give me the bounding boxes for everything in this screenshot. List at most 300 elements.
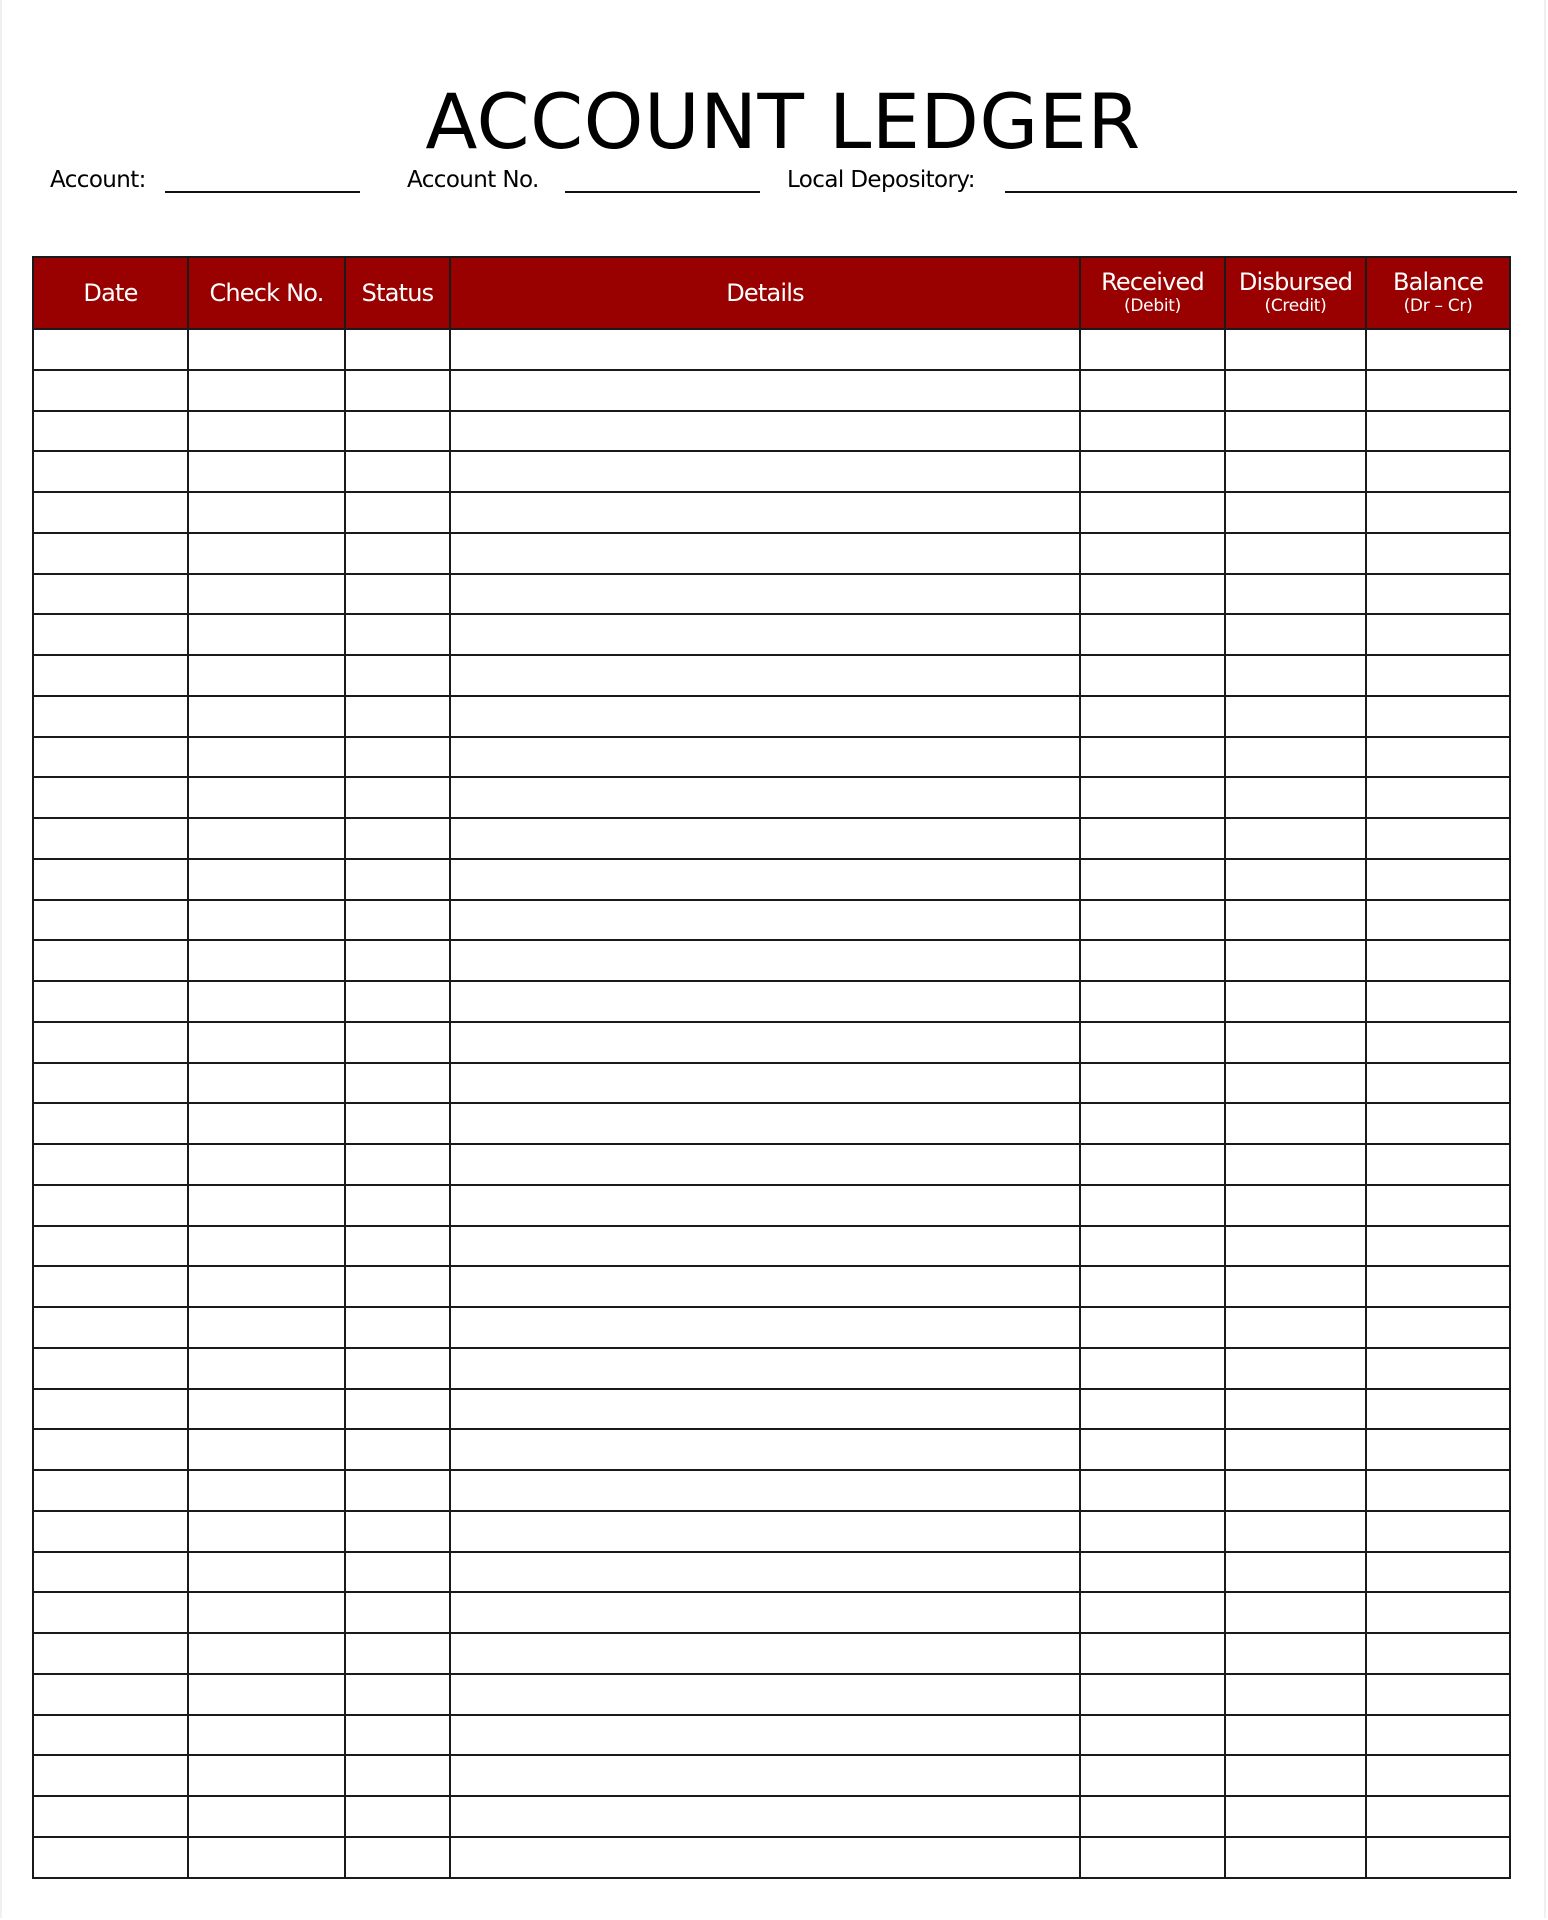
details-cell[interactable] — [450, 411, 1080, 452]
check-no-cell[interactable] — [188, 1348, 345, 1389]
balance-cell[interactable] — [1366, 1307, 1510, 1348]
date-cell[interactable] — [33, 1266, 188, 1307]
details-cell[interactable] — [450, 1592, 1080, 1633]
disbursed-cell[interactable] — [1225, 492, 1366, 533]
disbursed-cell[interactable] — [1225, 1348, 1366, 1389]
date-cell[interactable] — [33, 1552, 188, 1593]
received-cell[interactable] — [1080, 1022, 1225, 1063]
date-cell[interactable] — [33, 1307, 188, 1348]
received-cell[interactable] — [1080, 696, 1225, 737]
date-cell[interactable] — [33, 1470, 188, 1511]
disbursed-cell[interactable] — [1225, 1185, 1366, 1226]
status-cell[interactable] — [345, 1389, 450, 1430]
date-cell[interactable] — [33, 1796, 188, 1837]
details-cell[interactable] — [450, 1348, 1080, 1389]
check-no-cell[interactable] — [188, 1185, 345, 1226]
status-cell[interactable] — [345, 696, 450, 737]
table-row — [33, 696, 1510, 737]
balance-cell[interactable] — [1366, 1511, 1510, 1552]
disbursed-cell[interactable] — [1225, 1429, 1366, 1470]
details-cell[interactable] — [450, 696, 1080, 737]
check-no-cell[interactable] — [188, 370, 345, 411]
balance-cell[interactable] — [1366, 1552, 1510, 1593]
balance-cell[interactable] — [1366, 574, 1510, 615]
received-cell[interactable] — [1080, 1185, 1225, 1226]
disbursed-cell[interactable] — [1225, 655, 1366, 696]
details-cell[interactable] — [450, 900, 1080, 941]
date-cell[interactable] — [33, 1185, 188, 1226]
status-cell[interactable] — [345, 329, 450, 370]
received-cell[interactable] — [1080, 859, 1225, 900]
received-cell[interactable] — [1080, 451, 1225, 492]
details-cell[interactable] — [450, 859, 1080, 900]
check-no-cell[interactable] — [188, 533, 345, 574]
table-row — [33, 1389, 1510, 1430]
received-cell[interactable] — [1080, 737, 1225, 778]
table-row — [33, 1837, 1510, 1878]
date-cell[interactable] — [33, 981, 188, 1022]
disbursed-cell[interactable] — [1225, 696, 1366, 737]
details-cell[interactable] — [450, 777, 1080, 818]
disbursed-cell[interactable] — [1225, 1144, 1366, 1185]
disbursed-cell[interactable] — [1225, 1755, 1366, 1796]
check-no-cell[interactable] — [188, 1266, 345, 1307]
check-no-cell[interactable] — [188, 1226, 345, 1267]
check-no-cell[interactable] — [188, 1592, 345, 1633]
table-row — [33, 900, 1510, 941]
received-cell[interactable] — [1080, 1266, 1225, 1307]
date-cell[interactable] — [33, 940, 188, 981]
disbursed-cell[interactable] — [1225, 900, 1366, 941]
disbursed-cell[interactable] — [1225, 1063, 1366, 1104]
received-cell[interactable] — [1080, 1633, 1225, 1674]
balance-cell[interactable] — [1366, 1796, 1510, 1837]
details-cell[interactable] — [450, 981, 1080, 1022]
date-cell[interactable] — [33, 859, 188, 900]
balance-cell[interactable] — [1366, 940, 1510, 981]
details-cell[interactable] — [450, 1144, 1080, 1185]
disbursed-cell[interactable] — [1225, 370, 1366, 411]
check-no-cell[interactable] — [188, 1470, 345, 1511]
status-cell[interactable] — [345, 370, 450, 411]
balance-cell[interactable] — [1366, 900, 1510, 941]
table-row — [33, 492, 1510, 533]
disbursed-cell[interactable] — [1225, 859, 1366, 900]
check-no-cell[interactable] — [188, 1307, 345, 1348]
disbursed-cell[interactable] — [1225, 614, 1366, 655]
balance-cell[interactable] — [1366, 1022, 1510, 1063]
disbursed-cell[interactable] — [1225, 1389, 1366, 1430]
balance-cell[interactable] — [1366, 1470, 1510, 1511]
check-no-cell[interactable] — [188, 1796, 345, 1837]
balance-cell[interactable] — [1366, 1185, 1510, 1226]
received-cell[interactable] — [1080, 900, 1225, 941]
status-cell[interactable] — [345, 1266, 450, 1307]
status-cell[interactable] — [345, 1796, 450, 1837]
details-cell[interactable] — [450, 1185, 1080, 1226]
date-cell[interactable] — [33, 1511, 188, 1552]
check-no-cell[interactable] — [188, 696, 345, 737]
balance-cell[interactable] — [1366, 1226, 1510, 1267]
details-cell[interactable] — [450, 1266, 1080, 1307]
date-cell[interactable] — [33, 451, 188, 492]
status-cell[interactable] — [345, 818, 450, 859]
received-cell[interactable] — [1080, 1470, 1225, 1511]
check-no-cell[interactable] — [188, 1144, 345, 1185]
status-cell[interactable] — [345, 1674, 450, 1715]
received-cell[interactable] — [1080, 940, 1225, 981]
details-cell[interactable] — [450, 737, 1080, 778]
balance-cell[interactable] — [1366, 1266, 1510, 1307]
status-cell[interactable] — [345, 940, 450, 981]
check-no-cell[interactable] — [188, 1389, 345, 1430]
details-cell[interactable] — [450, 1103, 1080, 1144]
date-cell[interactable] — [33, 1674, 188, 1715]
table-row — [33, 411, 1510, 452]
received-cell[interactable] — [1080, 655, 1225, 696]
received-cell[interactable] — [1080, 981, 1225, 1022]
date-cell[interactable] — [33, 329, 188, 370]
received-cell[interactable] — [1080, 574, 1225, 615]
details-cell[interactable] — [450, 940, 1080, 981]
disbursed-cell[interactable] — [1225, 1592, 1366, 1633]
status-cell[interactable] — [345, 1429, 450, 1470]
details-cell[interactable] — [450, 1837, 1080, 1878]
details-cell[interactable] — [450, 655, 1080, 696]
date-cell[interactable] — [33, 1022, 188, 1063]
disbursed-cell[interactable] — [1225, 1266, 1366, 1307]
table-row — [33, 655, 1510, 696]
check-no-cell[interactable] — [188, 1552, 345, 1593]
disbursed-cell[interactable] — [1225, 451, 1366, 492]
local-depository-field[interactable] — [1005, 191, 1517, 193]
received-cell[interactable] — [1080, 329, 1225, 370]
received-cell[interactable] — [1080, 411, 1225, 452]
status-cell[interactable] — [345, 533, 450, 574]
check-no-cell[interactable] — [188, 329, 345, 370]
date-cell[interactable] — [33, 1063, 188, 1104]
check-no-cell[interactable] — [188, 1633, 345, 1674]
date-cell[interactable] — [33, 1226, 188, 1267]
disbursed-cell[interactable] — [1225, 411, 1366, 452]
date-cell[interactable] — [33, 492, 188, 533]
table-row — [33, 1266, 1510, 1307]
balance-cell[interactable] — [1366, 859, 1510, 900]
received-cell[interactable] — [1080, 492, 1225, 533]
balance-cell[interactable] — [1366, 655, 1510, 696]
disbursed-cell[interactable] — [1225, 737, 1366, 778]
status-cell[interactable] — [345, 1063, 450, 1104]
balance-cell[interactable] — [1366, 329, 1510, 370]
status-cell[interactable] — [345, 1755, 450, 1796]
details-cell[interactable] — [450, 1796, 1080, 1837]
balance-cell[interactable] — [1366, 614, 1510, 655]
balance-cell[interactable] — [1366, 1633, 1510, 1674]
balance-cell[interactable] — [1366, 1674, 1510, 1715]
received-cell[interactable] — [1080, 1348, 1225, 1389]
disbursed-cell[interactable] — [1225, 1552, 1366, 1593]
status-cell[interactable] — [345, 1633, 450, 1674]
details-cell[interactable] — [450, 1552, 1080, 1593]
balance-cell[interactable] — [1366, 411, 1510, 452]
column-header-received: Received (Debit) — [1080, 257, 1225, 329]
balance-cell[interactable] — [1366, 533, 1510, 574]
received-cell[interactable] — [1080, 370, 1225, 411]
received-cell[interactable] — [1080, 818, 1225, 859]
status-cell[interactable] — [345, 1592, 450, 1633]
date-cell[interactable] — [33, 1592, 188, 1633]
column-header-status: Status — [345, 257, 450, 329]
check-no-cell[interactable] — [188, 859, 345, 900]
details-cell[interactable] — [450, 1063, 1080, 1104]
disbursed-cell[interactable] — [1225, 1837, 1366, 1878]
disbursed-cell[interactable] — [1225, 1715, 1366, 1756]
ledger-table — [32, 256, 1511, 1879]
disbursed-cell[interactable] — [1225, 1022, 1366, 1063]
received-cell[interactable] — [1080, 1592, 1225, 1633]
details-cell[interactable] — [450, 574, 1080, 615]
account-field[interactable] — [165, 191, 360, 193]
details-cell[interactable] — [450, 1429, 1080, 1470]
disbursed-sublabel: (Credit) — [1264, 296, 1327, 316]
details-cell[interactable] — [450, 329, 1080, 370]
check-no-cell[interactable] — [188, 818, 345, 859]
disbursed-cell[interactable] — [1225, 329, 1366, 370]
balance-cell[interactable] — [1366, 1837, 1510, 1878]
disbursed-cell[interactable] — [1225, 1226, 1366, 1267]
details-cell[interactable] — [450, 492, 1080, 533]
check-no-cell[interactable] — [188, 900, 345, 941]
status-cell[interactable] — [345, 614, 450, 655]
balance-cell[interactable] — [1366, 737, 1510, 778]
check-no-cell[interactable] — [188, 614, 345, 655]
details-cell[interactable] — [450, 1755, 1080, 1796]
date-cell[interactable] — [33, 614, 188, 655]
disbursed-cell[interactable] — [1225, 981, 1366, 1022]
date-cell[interactable] — [33, 1429, 188, 1470]
balance-cell[interactable] — [1366, 1144, 1510, 1185]
received-cell[interactable] — [1080, 1144, 1225, 1185]
column-header-disbursed: Disbursed (Credit) — [1225, 257, 1366, 329]
table-row — [33, 1470, 1510, 1511]
details-cell[interactable] — [450, 370, 1080, 411]
date-cell[interactable] — [33, 1103, 188, 1144]
disbursed-cell[interactable] — [1225, 1633, 1366, 1674]
balance-cell[interactable] — [1366, 1389, 1510, 1430]
balance-cell[interactable] — [1366, 1715, 1510, 1756]
details-cell[interactable] — [450, 1633, 1080, 1674]
column-header-date: Date — [33, 257, 188, 329]
table-row — [33, 1144, 1510, 1185]
date-cell[interactable] — [33, 411, 188, 452]
table-row — [33, 940, 1510, 981]
received-cell[interactable] — [1080, 777, 1225, 818]
table-row — [33, 1633, 1510, 1674]
received-cell[interactable] — [1080, 1389, 1225, 1430]
date-cell[interactable] — [33, 1144, 188, 1185]
status-cell[interactable] — [345, 1348, 450, 1389]
table-row — [33, 1185, 1510, 1226]
check-no-cell[interactable] — [188, 1063, 345, 1104]
status-cell[interactable] — [345, 1837, 450, 1878]
details-cell[interactable] — [450, 614, 1080, 655]
received-cell[interactable] — [1080, 1103, 1225, 1144]
disbursed-cell[interactable] — [1225, 574, 1366, 615]
check-no-cell[interactable] — [188, 1715, 345, 1756]
date-cell[interactable] — [33, 1348, 188, 1389]
balance-cell[interactable] — [1366, 1429, 1510, 1470]
details-cell[interactable] — [450, 1389, 1080, 1430]
check-no-cell[interactable] — [188, 655, 345, 696]
date-cell[interactable] — [33, 655, 188, 696]
details-cell[interactable] — [450, 1511, 1080, 1552]
account-no-field[interactable] — [565, 191, 760, 193]
received-cell[interactable] — [1080, 1755, 1225, 1796]
status-cell[interactable] — [345, 1022, 450, 1063]
balance-cell[interactable] — [1366, 696, 1510, 737]
status-cell[interactable] — [345, 1470, 450, 1511]
balance-cell[interactable] — [1366, 1592, 1510, 1633]
received-cell[interactable] — [1080, 1837, 1225, 1878]
status-cell[interactable] — [345, 859, 450, 900]
status-cell[interactable] — [345, 737, 450, 778]
check-no-cell[interactable] — [188, 1837, 345, 1878]
status-cell[interactable] — [345, 1307, 450, 1348]
received-cell[interactable] — [1080, 1796, 1225, 1837]
disbursed-cell[interactable] — [1225, 533, 1366, 574]
account-no-label: Account No. — [407, 167, 539, 193]
details-cell[interactable] — [450, 451, 1080, 492]
disbursed-cell[interactable] — [1225, 777, 1366, 818]
status-cell[interactable] — [345, 574, 450, 615]
check-no-cell[interactable] — [188, 411, 345, 452]
date-cell[interactable] — [33, 574, 188, 615]
check-no-cell[interactable] — [188, 1103, 345, 1144]
status-cell[interactable] — [345, 451, 450, 492]
disbursed-cell[interactable] — [1225, 1103, 1366, 1144]
balance-cell[interactable] — [1366, 492, 1510, 533]
disbursed-cell[interactable] — [1225, 1307, 1366, 1348]
received-cell[interactable] — [1080, 1715, 1225, 1756]
received-cell[interactable] — [1080, 1429, 1225, 1470]
balance-cell[interactable] — [1366, 1103, 1510, 1144]
status-cell[interactable] — [345, 1511, 450, 1552]
status-cell[interactable] — [345, 492, 450, 533]
status-cell[interactable] — [345, 411, 450, 452]
balance-cell[interactable] — [1366, 1348, 1510, 1389]
date-cell[interactable] — [33, 1715, 188, 1756]
table-row — [33, 614, 1510, 655]
check-no-cell[interactable] — [188, 492, 345, 533]
table-row — [33, 1103, 1510, 1144]
status-cell[interactable] — [345, 1185, 450, 1226]
date-cell[interactable] — [33, 1837, 188, 1878]
status-cell[interactable] — [345, 777, 450, 818]
check-no-cell[interactable] — [188, 940, 345, 981]
date-cell[interactable] — [33, 1755, 188, 1796]
status-cell[interactable] — [345, 1715, 450, 1756]
balance-cell[interactable] — [1366, 1755, 1510, 1796]
disbursed-cell[interactable] — [1225, 1674, 1366, 1715]
table-row — [33, 1307, 1510, 1348]
check-no-cell[interactable] — [188, 981, 345, 1022]
check-no-cell[interactable] — [188, 1429, 345, 1470]
date-cell[interactable] — [33, 370, 188, 411]
received-cell[interactable] — [1080, 614, 1225, 655]
status-cell[interactable] — [345, 1144, 450, 1185]
disbursed-cell[interactable] — [1225, 1470, 1366, 1511]
details-cell[interactable] — [450, 1226, 1080, 1267]
balance-cell[interactable] — [1366, 981, 1510, 1022]
table-row — [33, 1429, 1510, 1470]
column-header-check-no: Check No. — [188, 257, 345, 329]
received-cell[interactable] — [1080, 1307, 1225, 1348]
check-no-cell[interactable] — [188, 737, 345, 778]
check-no-cell[interactable] — [188, 1511, 345, 1552]
details-cell[interactable] — [450, 1715, 1080, 1756]
disbursed-cell[interactable] — [1225, 818, 1366, 859]
disbursed-cell[interactable] — [1225, 940, 1366, 981]
received-cell[interactable] — [1080, 1063, 1225, 1104]
balance-cell[interactable] — [1366, 818, 1510, 859]
table-row — [33, 1715, 1510, 1756]
status-cell[interactable] — [345, 900, 450, 941]
status-cell[interactable] — [345, 655, 450, 696]
details-cell[interactable] — [450, 533, 1080, 574]
check-no-cell[interactable] — [188, 451, 345, 492]
received-cell[interactable] — [1080, 1552, 1225, 1593]
status-cell[interactable] — [345, 1552, 450, 1593]
disbursed-cell[interactable] — [1225, 1796, 1366, 1837]
page-title: ACCOUNT LEDGER — [425, 76, 1141, 166]
status-cell[interactable] — [345, 1226, 450, 1267]
date-cell[interactable] — [33, 533, 188, 574]
date-cell[interactable] — [33, 777, 188, 818]
check-no-cell[interactable] — [188, 1674, 345, 1715]
status-cell[interactable] — [345, 981, 450, 1022]
date-cell[interactable] — [33, 818, 188, 859]
received-cell[interactable] — [1080, 1226, 1225, 1267]
column-header-details: Details — [450, 257, 1080, 329]
balance-cell[interactable] — [1366, 777, 1510, 818]
received-cell[interactable] — [1080, 1674, 1225, 1715]
balance-cell[interactable] — [1366, 1063, 1510, 1104]
table-row — [33, 1511, 1510, 1552]
details-cell[interactable] — [450, 818, 1080, 859]
date-cell[interactable] — [33, 737, 188, 778]
details-cell[interactable] — [450, 1470, 1080, 1511]
table-row — [33, 981, 1510, 1022]
details-cell[interactable] — [450, 1307, 1080, 1348]
check-no-cell[interactable] — [188, 777, 345, 818]
details-cell[interactable] — [450, 1674, 1080, 1715]
check-no-cell[interactable] — [188, 574, 345, 615]
date-cell[interactable] — [33, 900, 188, 941]
date-cell[interactable] — [33, 1633, 188, 1674]
received-cell[interactable] — [1080, 1511, 1225, 1552]
disbursed-cell[interactable] — [1225, 1511, 1366, 1552]
status-cell[interactable] — [345, 1103, 450, 1144]
balance-cell[interactable] — [1366, 370, 1510, 411]
date-cell[interactable] — [33, 1389, 188, 1430]
check-no-cell[interactable] — [188, 1755, 345, 1796]
received-cell[interactable] — [1080, 533, 1225, 574]
balance-cell[interactable] — [1366, 451, 1510, 492]
check-no-cell[interactable] — [188, 1022, 345, 1063]
column-header-balance: Balance (Dr – Cr) — [1366, 257, 1510, 329]
date-cell[interactable] — [33, 696, 188, 737]
details-cell[interactable] — [450, 1022, 1080, 1063]
